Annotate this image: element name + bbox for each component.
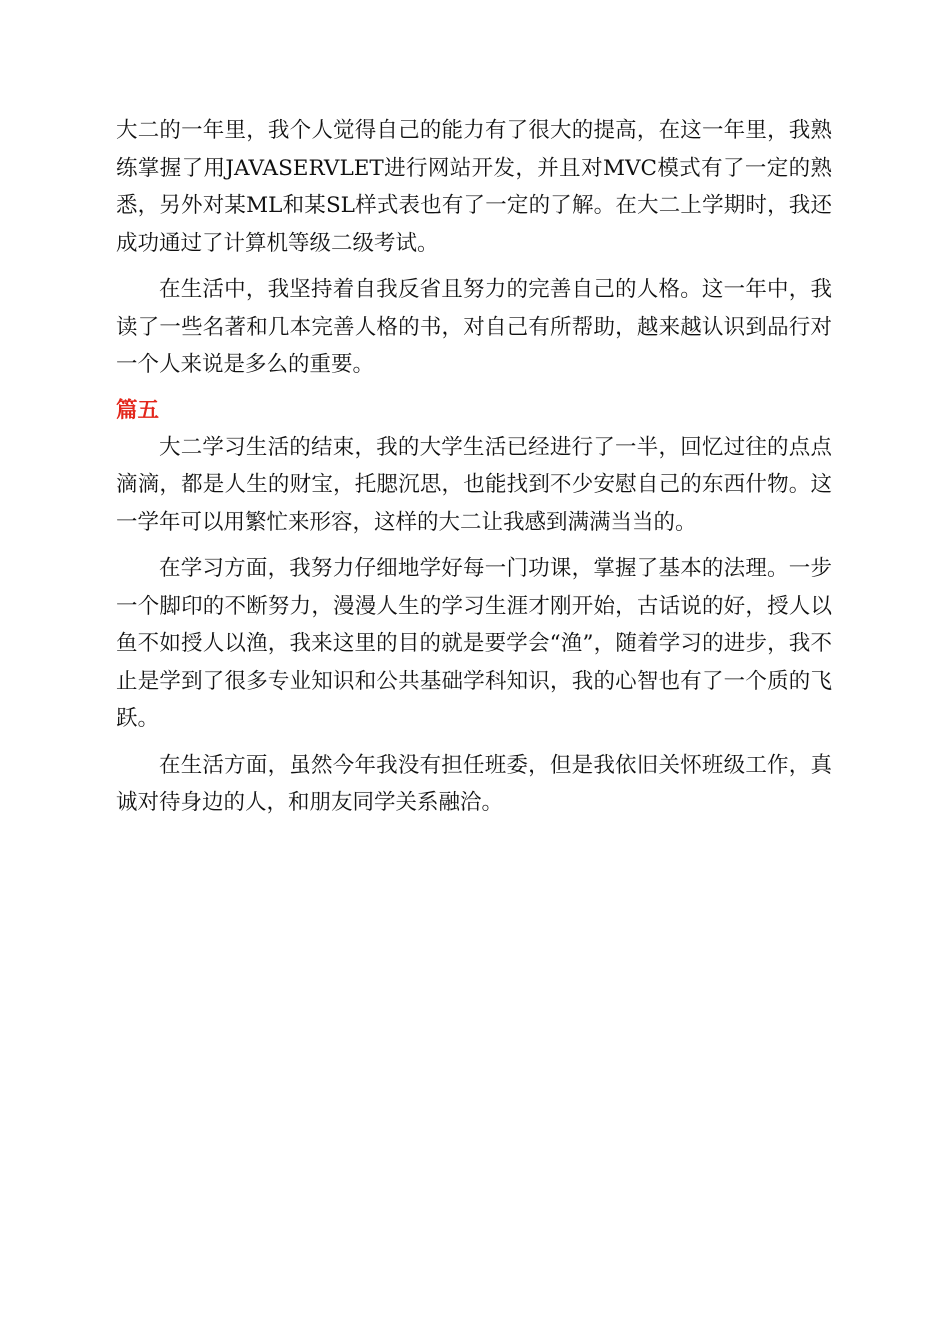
document-body bbox=[116, 112, 832, 822]
paragraph-section-intro: 大二学习生活的结束，我的大学生活已经进行了一半，回忆过往的点点滴滴，都是人生的财宝，托腮沉思，也能找到不少安慰自己的东西什物。这一学年可以用繁忙来形容，这样的大二让我感到满满当当的。 bbox=[116, 434, 832, 535]
section-heading: 篇五 bbox=[116, 397, 160, 423]
paragraph-life-self-reflection: 在生活中，我坚持着自我反省且努力的完善自己的人格。这一年中，我读了一些名著和几本完善人格的书，对自己有所帮助，越来越认识到品行对一个人来说是多么的重要。 bbox=[116, 277, 832, 377]
paragraph-study: 在学习方面，我努力仔细地学好每一门功课，掌握了基本的法理。一步一个脚印的不断努力，漫漫人生的学习生涯才刚开始，古话说的好，授人以鱼不如授人以渔，我来这里的目的就是要学会“渔”，随着学习的进步，我不止是学到了很多专业知识和公共基础学科知识，我的心智也有了一个质的飞跃。 bbox=[116, 556, 832, 731]
paragraph-life: 在生活方面，虽然今年我没有担任班委，但是我依旧关怀班级工作，真诚对待身边的人，和朋友同学关系融洽。 bbox=[116, 752, 832, 815]
paragraph-second-year-skills: 大二的一年里，我个人觉得自己的能力有了很大的提高，在这一年里，我熟练掌握了用JAVASERVLET进行网站开发，并且对MVC模式有了一定的熟悉，另外对某ML和某SL样式表也有了一定的了解。在大二上学期时，我还成功通过了计算机等级二级考试。 bbox=[116, 118, 832, 256]
